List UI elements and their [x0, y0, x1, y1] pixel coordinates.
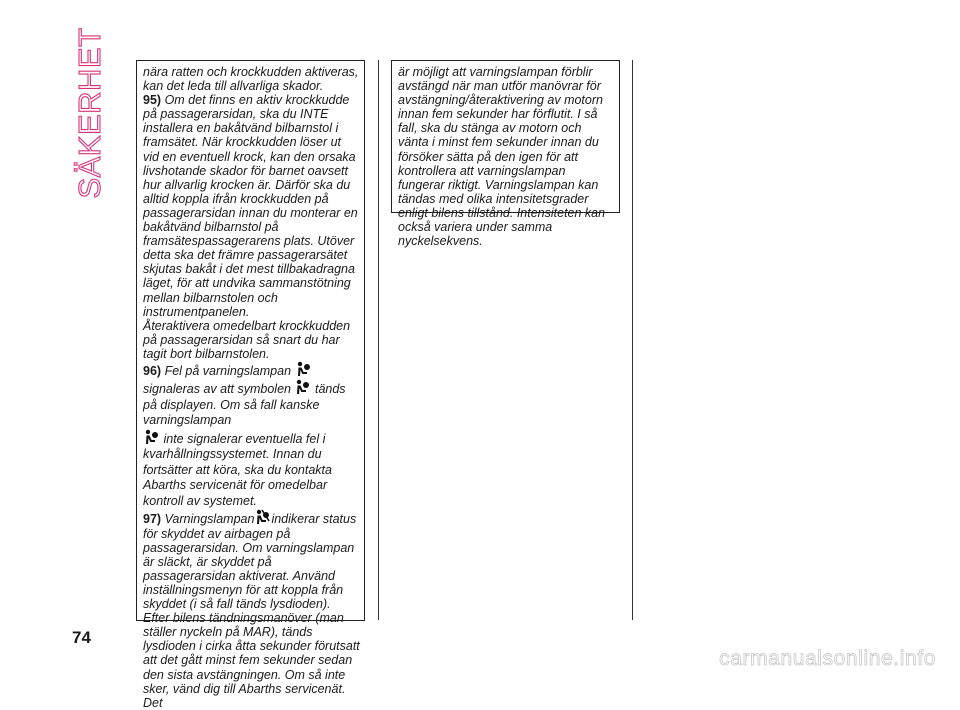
note-95-text: Om det finns en aktiv krockkudde på passagerarsidan, ska du INTE installera en bakåtvänd bilbarnstol i framsätet. När krockkudden löser ut vid en eventuell krock, kan den orsaka livshotande skador för barnet oavsett hur allvarlig krocken är. Därför ska du alltid koppla ifrån krockkudden på passagerarsidan innan du monterar en bakåtvänd bilbarnstol på framsätespassagerarens plats. Utöver detta ska det främre passagerarsätet skjutas bakåt i det mest tillbakadragna läget, för att undvika sammanstötning mellan bilbarnstolen och instrumentpanelen.	[143, 93, 358, 319]
intro-text: nära ratten och krockkudden aktiveras, kan det leda till allvarliga skador.	[143, 65, 359, 94]
note-96	[143, 361, 360, 510]
note-97-part-2: indikerar status för skyddet av airbagen på passagerarsidan. Om varningslampan är släckt, är skyddet på passagerarsidan aktiverat. Använd inställningsmenyn för att koppla från skyddet (i så fall tänds lysdioden). Efter bilens tändningsmanöver (man ställer nyckeln på MAR), tänds lysdioden i cirka åtta sekunder förutsatt att det gått minst fem sekunder sedan den sista avstängningen. Om så inte sker, vänd dig till Abarths servicenät. Det	[143, 512, 360, 710]
right-notes-box	[391, 60, 620, 249]
note-95-number: 95)	[143, 93, 162, 108]
airbag-warning-icon	[296, 361, 311, 378]
note-95-reactivate: Återaktivera omedelbart krockkudden på passagerarsidan så snart du har tagit bort bilbarnstolen.	[143, 318, 351, 361]
airbag-off-icon	[255, 509, 270, 526]
right-continuation-text: är möjligt att varningslampan förblir avstängd när man utför manövrar för avstängning/återaktivering av motorn innan fem sekunder har förflutit. I så fall, ska du stänga av motorn och vänta i minst fem sekunder innan du försöker sätta på den igen för att kontrollera att varningslampan fungerar riktigt. Varningslampan kan tändas med olika intensitetsgrader enligt bilens tillstånd. Intensiteten kan också variera under samma nyckelsekvens.	[398, 65, 606, 249]
column-divider-right	[632, 60, 633, 620]
airbag-warning-icon	[144, 429, 159, 446]
section-title	[70, 27, 110, 199]
column-divider-left	[378, 60, 379, 620]
section-title-text: SÄKERHET	[72, 27, 107, 199]
note-96-part-3: tänds på displayen. Om så fall kanske varningslampan	[143, 382, 346, 428]
watermark: carmanualsonline.info	[719, 647, 936, 670]
note-96-number: 96)	[143, 363, 162, 378]
note-97	[143, 509, 360, 709]
note-97-number: 97)	[143, 512, 162, 527]
left-notes-box	[136, 60, 365, 710]
note-96-part-4: inte signalerar eventuella fel i kvarhållningssystemet. Innan du fortsätter att köra, ska du kontakta Abarths servicenät för omedelbar kontroll av systemet.	[143, 431, 332, 508]
note-96-part-1: Fel på varningslampan	[164, 363, 292, 378]
page-number: 74	[72, 628, 91, 647]
note-95	[143, 93, 360, 319]
airbag-warning-icon	[295, 379, 310, 396]
note-97-part-1: Varningslampan	[164, 512, 255, 527]
note-96-part-2: signaleras av att symbolen	[143, 382, 291, 397]
